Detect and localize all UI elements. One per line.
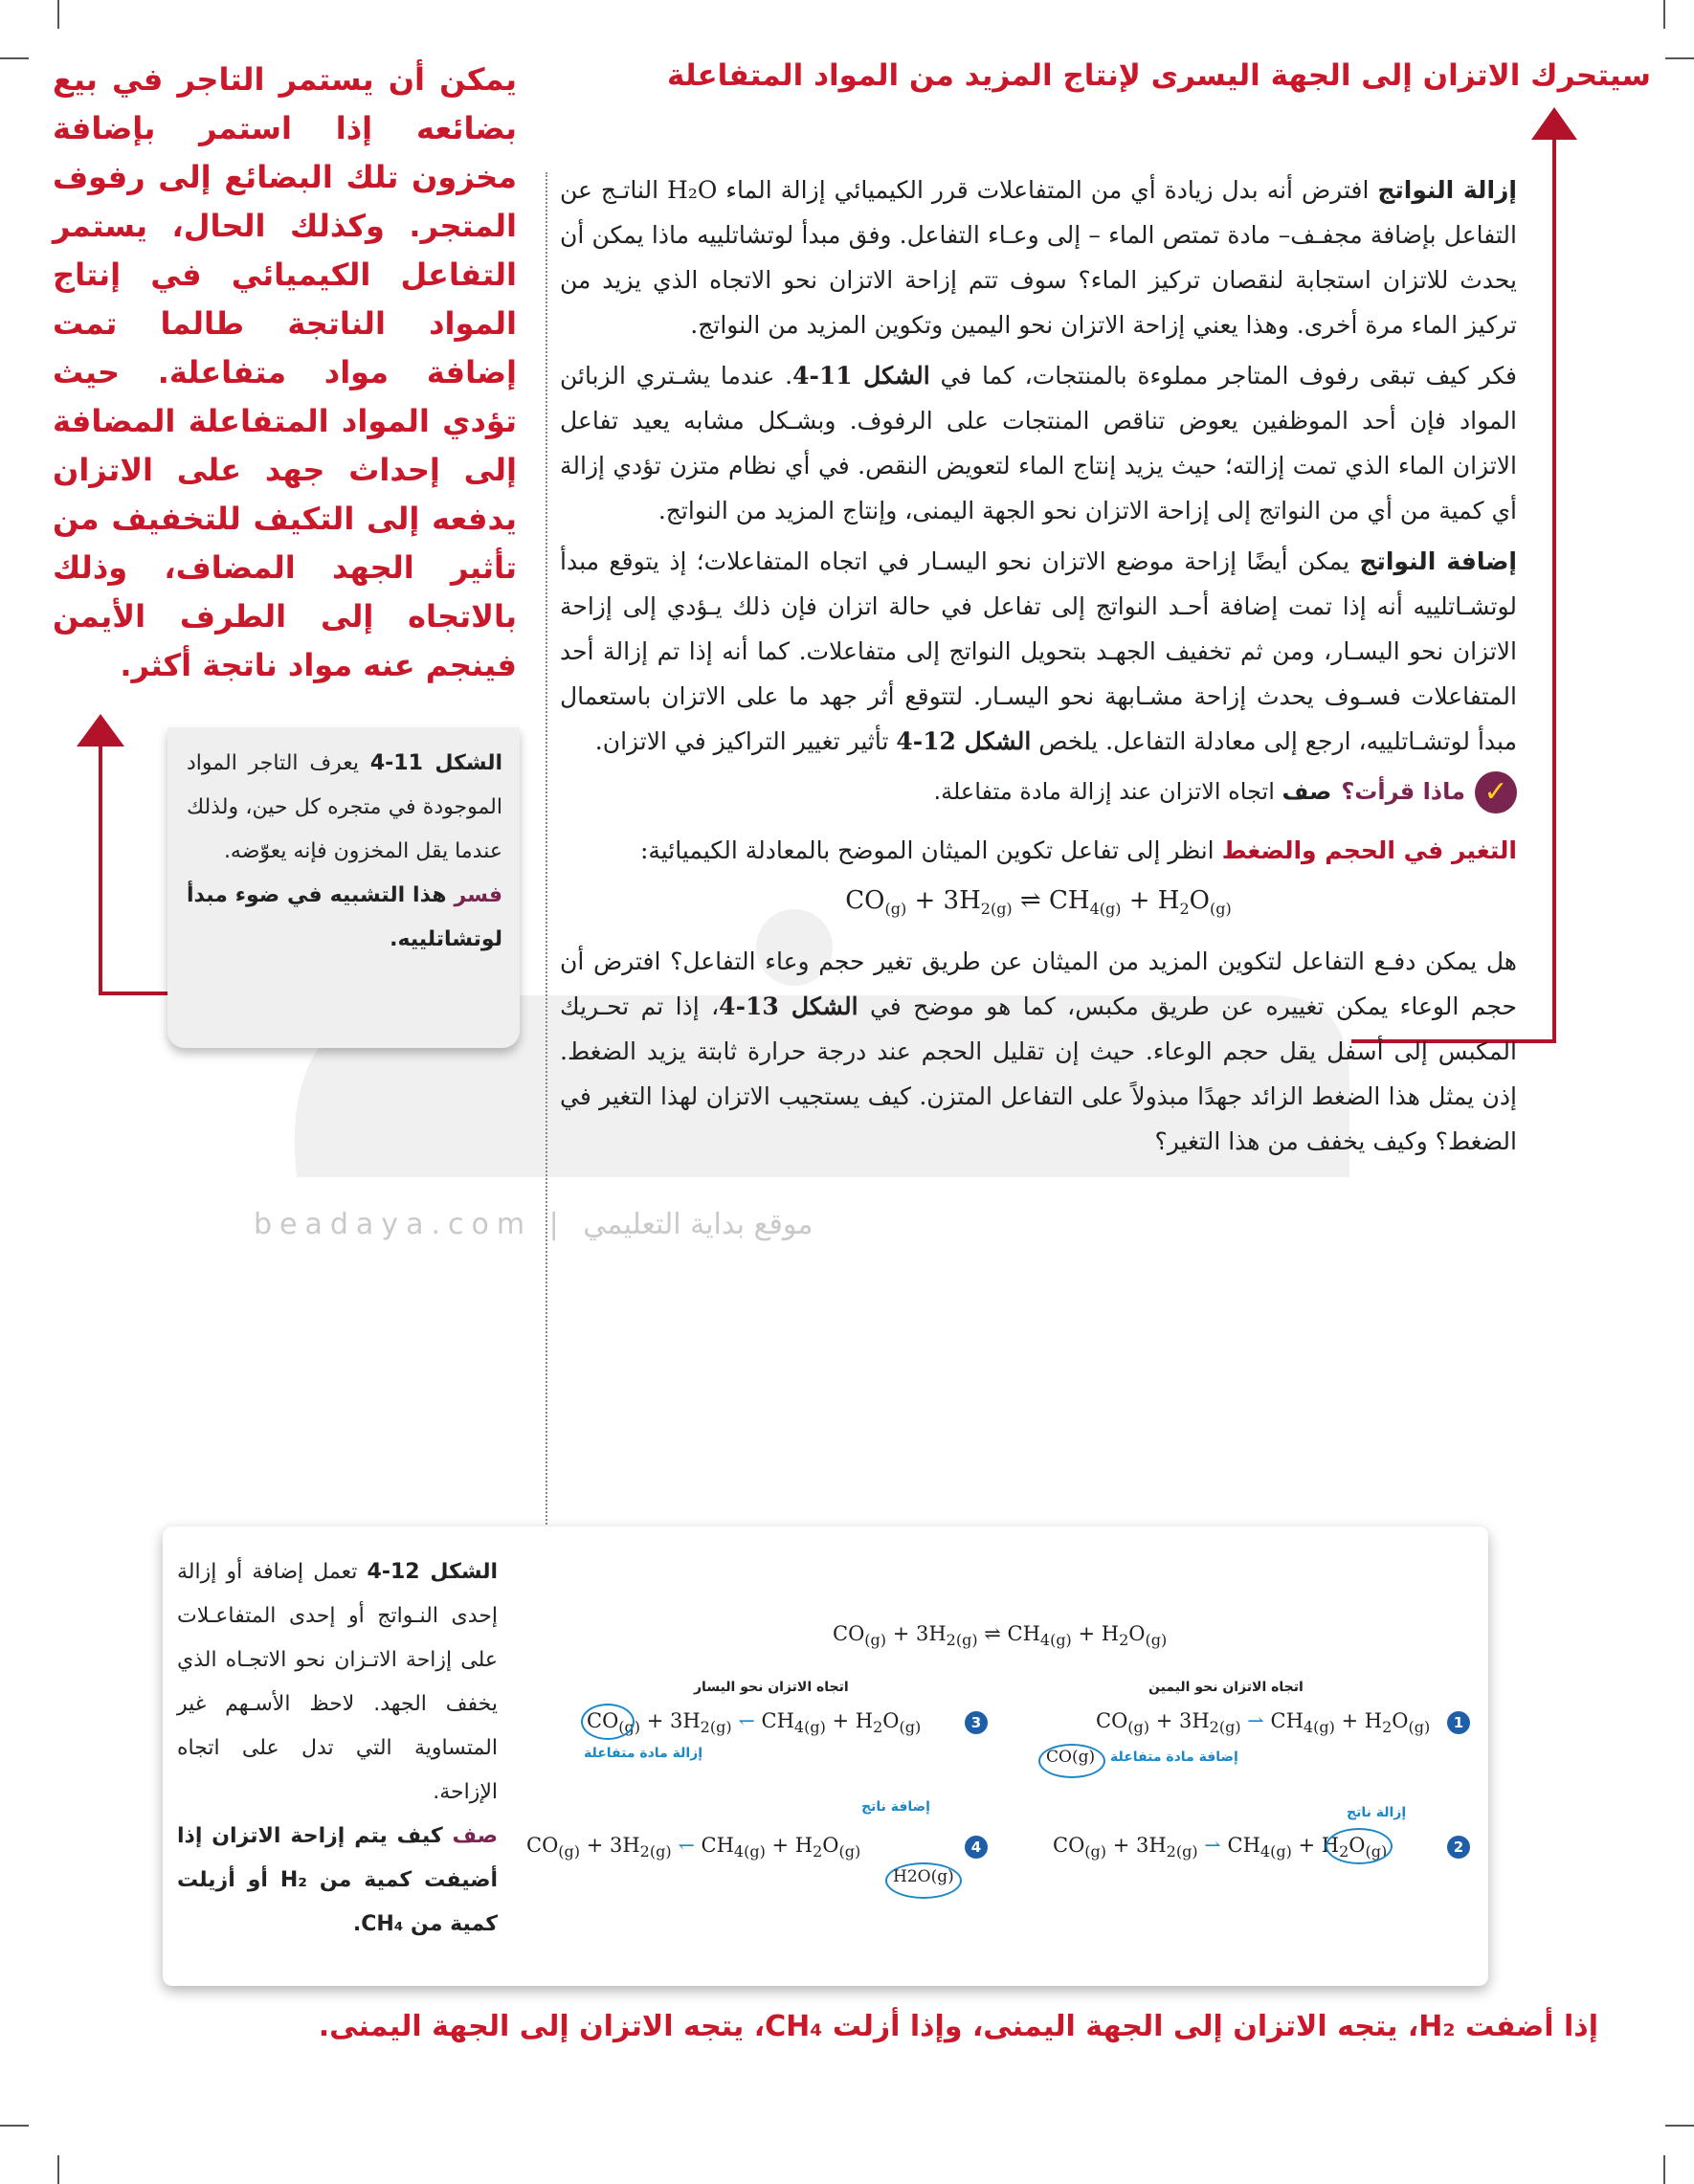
watermark-text: beadaya.com | موقع بداية التعليمي: [254, 1208, 814, 1241]
paragraph-store-analogy: فكر كيف تبقى رفوف المتاجر مملوءة بالمنتجات، كما في الشكل 11-4. عندما يشـتري الزبائن المواد فإن أحد الموظفين يعوض تناقص المنتجات على الرفوف. وبشـكل مشابه يعيد تفاعل الاتزان الماء الذي تمت إزالته؛ حيث يزيد إنتاج الماء لتعويض النقص. في أي نظام متزن تؤدي إزالة أي كمية من أي من النواتج إلى إزاحة الاتزان نحو الجهة اليمنى، وإنتاج المزيد من النواتج.: [560, 362, 1518, 524]
paragraph-removing-products: إزالة النواتج افترض أنه بدل زيادة أي من المتفاعلات قرر الكيميائي إزالة الماء H₂O الناتـج عن التفاعل بإضافة مجفـف– مادة تمتص الماء – إلى وعـاء التفاعل. وفق مبدأ لوتشاتلييه ماذا يمكن أن يحدث للاتزان استجابة لنقصان تركيز الماء؟ سوف تتم إزاحة الاتزان نحو الاتجاه الذي يزيد من تركيز الماء مرة أخرى. وهذا يعني إزاحة الاتزان نحو اليمين وتكوين المزيد من النواتج.: [560, 176, 1517, 339]
paragraph-piston: هل يمكن دفـع التفاعل لتكوين المزيد من الميثان عن طريق تغير حجم وعاء التفاعل؟ افترض أن حجم الوعاء يمكن تغييره عن طريق مكبس، كما هو موضح في الشكل 13-4، إذا تم تحـريك المكبس إلى أسفل يقل حجم الوعاء. حيث إن تقليل الحجم عند درجة حرارة ثابتة يزيد الضغط. إذن يمثل هذا الضغط الزائد جهدًا مبذولاً على التفاعل المتزن. كيف يستجيب الاتزان لهذا التغير في الضغط؟ وكيف يخفف من هذا التغير؟: [560, 947, 1517, 1156]
removed-product-ring: [1326, 1828, 1393, 1864]
shift-left-header: اتجاه الاتزان نحو اليسار: [694, 1680, 849, 1695]
bottom-answer: إذا أضفت H₂، يتجه الاتزان إلى الجهة اليمنى، وإذا أزلت CH₄، يتجه الاتزان إلى الجهة اليمنى.: [318, 2010, 1598, 2043]
h2o-tag: H2O(g): [893, 1867, 954, 1886]
figure-ref[interactable]: الشكل 13-4: [719, 992, 858, 1021]
reading-check-label: ماذا قرأت؟: [1341, 778, 1465, 805]
paragraph-adding-products: إضافة النواتج يمكن أيضًا إزاحة موضع الاتزان نحو اليسـار في اتجاه المتفاعلات؛ إذ يتوقع مبدأ لوتشـاتلييه أنه إذا تمت إضافة أحـد النواتج إلى تفاعل في حالة اتزان فإن ذلك يـؤدي إلى إزاحة الاتزان نحو اليسـار، ومن ثم تخفيف الجهـد بتحويل النواتج إلى متفاعلات. كما أنه إذا تم إزالة أحد المتفاعلات فسـوف يحدث إزاحة مشـابهة نحو اليسـار. لتتوقع أثر جهد ما على الاتزان باستعمال مبدأ لوتشـاتلييه، ارجع إلى معادلة التفاعل. يلخص الشكل 12-4 تأثير تغيير التراكيز في الاتزان.: [560, 547, 1517, 755]
heading-volume-pressure: التغير في الحجم والضغط: [1221, 836, 1517, 864]
shift-right-header: اتجاه الاتزان نحو اليمين: [1148, 1680, 1304, 1695]
up-arrow-icon: [1531, 107, 1577, 140]
crop-mark: [0, 57, 29, 59]
column-divider: [546, 172, 547, 1531]
figure-12-caption: الشكل 12-4 تعمل إضافة أو إزالة إحدى النـواتج أو إحدى المتفاعـلات على إزاحة الاتـزان نحو الاتجـاه الذي يخفف الجهد. لاحظ الأسـهم غير المتساوية التي تدل على اتجاه الإزاحة. صف كيف يتم إزاحة الاتزان إذا أضيفت كمية من H₂ أو أزيلت كمية من CH₄.: [177, 1560, 499, 1936]
panel-3-label: إزالة مادة متفاعلة: [584, 1746, 703, 1761]
checkmark-icon: ✓: [1475, 771, 1517, 813]
panel-4-label: إضافة ناتج: [861, 1799, 930, 1815]
panel-1-number: 1: [1447, 1711, 1470, 1734]
up-arrow-icon: [77, 714, 124, 747]
panel-2-label: إزالة ناتج: [1347, 1805, 1407, 1820]
panel-4-equation: $CO_{(g)} + 3H_{2(g)}$ ↽ $CH_{4(g)} + H_2O_{(g)}$: [526, 1834, 861, 1861]
reading-check: ✓ ماذا قرأت؟ صف اتجاه الاتزان عند إزالة مادة متفاعلة.: [560, 769, 1517, 814]
paragraph-volume-pressure: التغير في الحجم والضغط انظر إلى تفاعل تكوين الميثان الموضح بالمعادلة الكيميائية:: [639, 836, 1517, 864]
figure-11-caption: الشكل 11-4 يعرف التاجر المواد الموجودة في متجره كل حين، ولذلك عندما يقل المخزون فإنه يعوّضه. فسر هذا التشبيه في ضوء مبدأ لوتشاتلييه.: [187, 751, 503, 951]
co-tag: CO(g): [1046, 1748, 1096, 1767]
figure-ref[interactable]: الشكل 11-4: [792, 362, 930, 390]
heading-adding-products: إضافة النواتج: [1359, 547, 1517, 575]
crop-mark: [1663, 0, 1665, 29]
crop-mark: [57, 2155, 59, 2184]
side-answer: يمكن أن يستمر التاجر في بيع بضائعه إذا استمر بإضافة مخزون تلك البضائع إلى رفوف المتجر. وكذلك الحال، يستمر التفاعل الكيميائي في إنتاج المواد الناتجة طالما تمت إضافة مواد متفاعلة. حيث تؤدي المواد المتفاعلة المضافة إلى إحداث جهد على الاتزان يدفعه إلى التكيف للتخفيف من تأثير الجهد المضاف، وذلك بالاتجاه إلى الطرف الأيمن فينجم عنه مواد ناتجة أكثر.: [53, 61, 517, 683]
removed-reactant-ring: [581, 1704, 635, 1740]
panel-4-number: 4: [965, 1836, 988, 1859]
answer-arrow-line: [1552, 134, 1556, 1043]
crop-mark: [1663, 2155, 1665, 2184]
panel-3-number: 3: [965, 1711, 988, 1734]
panel-1-equation: $CO_{(g)} + 3H_{2(g)}$ ⇀ $CH_{4(g)} + H_2O_{(g)}$: [1096, 1709, 1431, 1737]
figure-top-equation: $CO_{(g)} + 3H_{2(g)}$ ⇌ $CH_{4(g)} + H_2O_{(g)}$: [833, 1622, 1168, 1650]
top-answer: سيتحرك الاتزان إلى الجهة اليسرى لإنتاج المزيد من المواد المتفاعلة: [667, 58, 1651, 93]
panel-2-equation: $CO_{(g)} + 3H_{2(g)}$ ⇀ $CH_{4(g)} + H_2O_{(g)}$: [1053, 1834, 1388, 1861]
crop-mark: [0, 2125, 29, 2127]
crop-mark: [57, 0, 59, 29]
heading-removing-products: إزالة النواتج: [1377, 176, 1517, 204]
answer-arrow-line: [99, 745, 102, 995]
figure-12-diagram: [522, 1570, 1474, 1972]
main-text-column: [560, 167, 1517, 1170]
methane-equation: $CO_{(g)} + 3H_{2(g)}$ ⇌ $CH_{4(g)} + H_2O_{(g)}$: [845, 886, 1232, 919]
panel-1-label: إضافة مادة متفاعلة: [1110, 1749, 1238, 1765]
crop-mark: [1665, 57, 1694, 59]
panel-2-number: 2: [1447, 1836, 1470, 1859]
figure-ref[interactable]: الشكل 12-4: [896, 727, 1032, 755]
panel-3-equation: $CO_{(g)} + 3H_{2(g)}$ ↽ $CH_{4(g)} + H_2O_{(g)}$: [587, 1709, 922, 1737]
crop-mark: [1665, 2125, 1694, 2127]
